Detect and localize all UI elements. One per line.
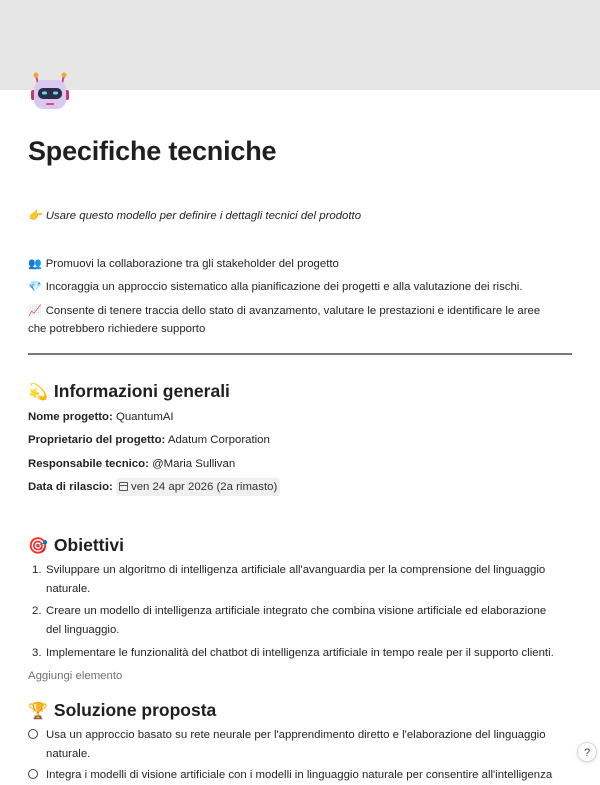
- property-owner[interactable]: [28, 431, 270, 449]
- section-heading-solution[interactable]: [28, 700, 216, 721]
- add-item-button[interactable]: Aggiungi elemento: [28, 670, 123, 682]
- section-heading-general[interactable]: [28, 381, 230, 402]
- divider: [28, 353, 572, 355]
- intro-text: Usare questo modello per definire i dettagli tecnici del prodotto: [45, 210, 362, 222]
- chart-up-icon: 📈: [28, 305, 42, 317]
- choice-text: Integra i modelli di visione artificiale con i modelli in linguaggio naturale per consentire all'intelligenza: [46, 769, 553, 781]
- bullet-collaboration[interactable]: [28, 255, 339, 273]
- bullet-tracking[interactable]: [28, 302, 558, 338]
- mention-link[interactable]: @Maria Sullivan: [152, 458, 236, 470]
- robot-icon[interactable]: [28, 70, 72, 114]
- bullet-text: Incoraggia un approccio sistematico alla pianificazione dei progetti e alla valutazione dei rischi.: [45, 281, 523, 293]
- people-icon: 👥: [28, 258, 42, 270]
- section-heading-objectives[interactable]: [28, 535, 124, 556]
- trophy-icon: 🏆: [28, 703, 48, 720]
- bullet-text: Consente di tenere traccia dello stato di avanzamento, valutare le prestazioni e identificare le aree che potrebbero richiedere supporto: [28, 305, 541, 335]
- dizzy-icon: 💫: [28, 384, 48, 401]
- list-text: Creare un modello di intelligenza artificiale integrato che combina visione artificiale ed elaborazione del linguaggio.: [46, 605, 547, 636]
- page-title[interactable]: Specifiche tecniche: [28, 136, 277, 166]
- list-number: 1.: [32, 564, 42, 576]
- property-release-date[interactable]: [28, 478, 280, 496]
- property-tech-lead[interactable]: [28, 455, 235, 473]
- gem-icon: 💎: [28, 281, 42, 293]
- help-button[interactable]: ?: [577, 742, 597, 762]
- list-item[interactable]: [28, 644, 558, 663]
- list-number: 2.: [32, 605, 42, 617]
- date-chip[interactable]: [116, 478, 280, 496]
- list-text: Sviluppare un algoritmo di intelligenza artificiale all'avanguardia per la comprensione del linguaggio naturale.: [46, 564, 546, 595]
- list-item[interactable]: [28, 602, 558, 640]
- radio-button[interactable]: [28, 729, 38, 739]
- pointing-hand-icon: 👉: [28, 210, 42, 222]
- bullet-systematic[interactable]: [28, 278, 523, 296]
- list-number: 3.: [32, 647, 42, 659]
- property-label: Responsabile tecnico:: [28, 458, 149, 470]
- list-text: Implementare le funzionalità del chatbot di intelligenza artificiale in tempo reale per il supporto clienti.: [46, 647, 554, 659]
- choice-item[interactable]: [28, 726, 558, 764]
- property-project-name[interactable]: [28, 408, 174, 426]
- property-value: QuantumAI: [115, 411, 174, 423]
- date-value: ven 24 apr 2026 (2a rimasto): [131, 481, 278, 493]
- intro-callout[interactable]: [28, 207, 361, 225]
- heading-text: Soluzione proposta: [53, 700, 217, 720]
- property-label: Proprietario del progetto:: [28, 434, 166, 446]
- heading-text: Obiettivi: [53, 535, 124, 555]
- list-item[interactable]: [28, 561, 558, 599]
- heading-text: Informazioni generali: [53, 381, 230, 401]
- bullet-text: Promuovi la collaborazione tra gli stakeholder del progetto: [45, 258, 339, 270]
- target-icon: 🎯: [28, 538, 48, 555]
- property-label: Data di rilascio:: [28, 481, 113, 493]
- property-value: Adatum Corporation: [167, 434, 270, 446]
- property-label: Nome progetto:: [28, 411, 113, 423]
- page-cover: [0, 0, 600, 90]
- choice-text: Usa un approccio basato su rete neurale per l'apprendimento diretto e l'elaborazione del linguaggio naturale.: [46, 729, 546, 760]
- radio-button[interactable]: [28, 769, 38, 779]
- calendar-icon: [119, 482, 128, 491]
